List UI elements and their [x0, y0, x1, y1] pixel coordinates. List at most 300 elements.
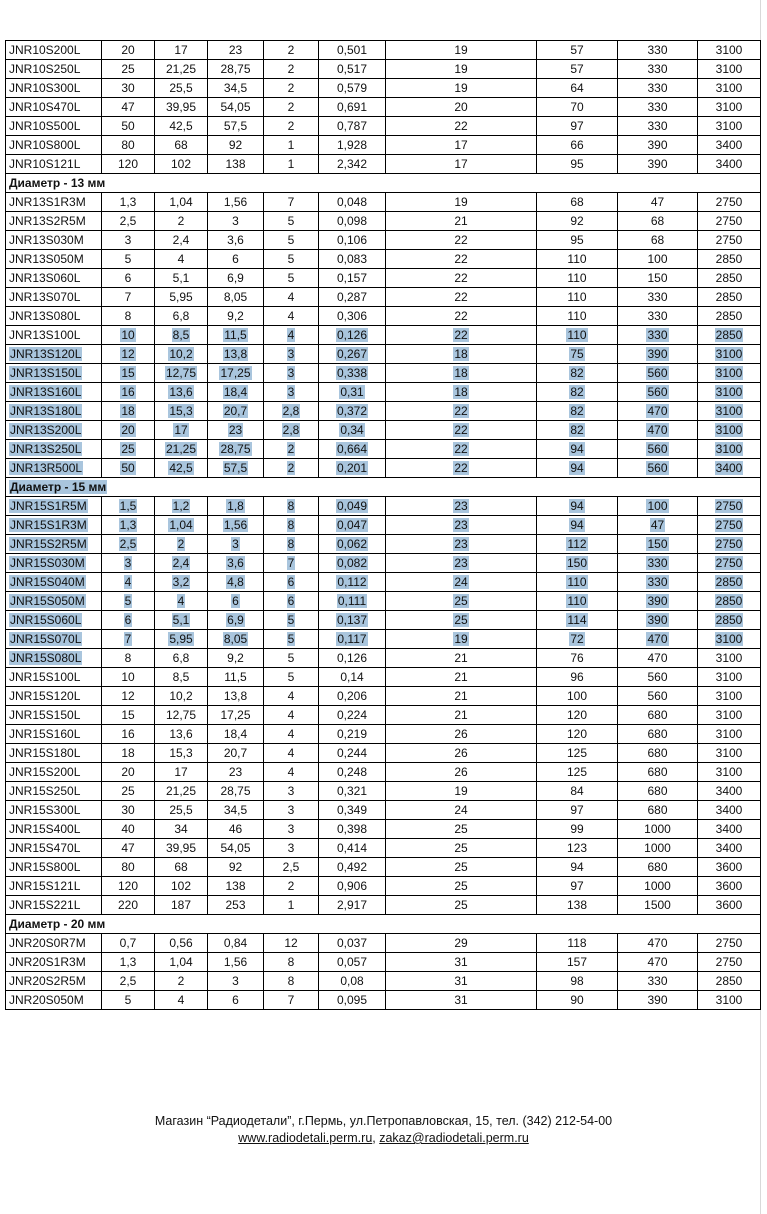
part-number-cell — [6, 934, 102, 953]
cell-value: 23 — [454, 537, 468, 551]
part-number: JNR15S070L — [10, 632, 82, 646]
table-cell — [155, 554, 208, 573]
table-cell — [155, 117, 208, 136]
table-cell — [618, 554, 698, 573]
table-cell — [537, 858, 618, 877]
table-cell — [386, 801, 537, 820]
part-number-cell — [6, 136, 102, 155]
table-cell — [698, 782, 761, 801]
cell-value: 1,04 — [169, 195, 193, 209]
table-cell — [319, 706, 386, 725]
cell-value: 390 — [647, 138, 668, 152]
table-cell — [155, 364, 208, 383]
cell-value: 47 — [650, 195, 665, 209]
cell-value: 0,244 — [336, 746, 368, 760]
table-cell — [155, 155, 208, 174]
table-cell — [537, 516, 618, 535]
table-cell — [386, 60, 537, 79]
email-link[interactable]: zakaz@radiodetali.perm.ru — [379, 1131, 529, 1145]
table-row — [6, 535, 761, 554]
table-cell — [264, 668, 319, 687]
cell-value: 2750 — [715, 955, 743, 969]
cell-value: 31 — [454, 955, 468, 969]
cell-value: 30 — [121, 803, 135, 817]
table-cell — [264, 326, 319, 345]
cell-value: 6 — [232, 594, 239, 608]
cell-value: 0,501 — [336, 43, 368, 57]
cell-value: 28,75 — [220, 62, 251, 76]
part-number: JNR10S200L — [9, 43, 81, 57]
section-label: Диаметр - 15 мм — [10, 480, 107, 494]
table-cell — [264, 41, 319, 60]
table-cell — [386, 231, 537, 250]
table-cell — [319, 421, 386, 440]
table-cell — [102, 896, 155, 915]
part-number: JNR15S030M — [10, 556, 85, 570]
cell-value: 0,414 — [336, 841, 368, 855]
table-cell — [155, 630, 208, 649]
cell-value: 6 — [232, 252, 239, 266]
table-cell — [618, 345, 698, 364]
table-cell — [102, 345, 155, 364]
cell-value: 70 — [570, 100, 584, 114]
part-number: JNR20S1R3M — [9, 955, 86, 969]
table-row — [6, 155, 761, 174]
cell-value: 92 — [570, 214, 584, 228]
cell-value: 92 — [228, 860, 243, 874]
cell-value: 2 — [177, 214, 185, 228]
table-row — [6, 801, 761, 820]
cell-value: 8,5 — [172, 670, 190, 684]
part-number: JNR13S120L — [10, 347, 82, 361]
page-footer — [0, 1113, 767, 1147]
table-cell — [319, 763, 386, 782]
table-cell — [618, 307, 698, 326]
cell-value: 138 — [225, 157, 246, 171]
cell-value: 1500 — [644, 898, 671, 912]
table-cell — [208, 782, 264, 801]
part-number-cell — [6, 744, 102, 763]
cell-value: 2850 — [715, 290, 743, 304]
cell-value: 470 — [647, 632, 668, 646]
cell-value: 3100 — [715, 670, 743, 684]
table-cell — [208, 41, 264, 60]
table-cell — [537, 991, 618, 1010]
table-cell — [537, 383, 618, 402]
table-cell — [319, 820, 386, 839]
part-number: JNR15S300L — [9, 803, 81, 817]
cell-value: 1,8 — [227, 499, 244, 513]
cell-value: 3100 — [715, 765, 743, 779]
table-cell — [264, 839, 319, 858]
cell-value: 21,25 — [165, 784, 197, 798]
cell-value: 8 — [287, 537, 295, 551]
cell-value: 8 — [124, 651, 132, 665]
cell-value: 2850 — [715, 613, 743, 627]
part-number: JNR13S060L — [9, 271, 81, 285]
table-cell — [155, 383, 208, 402]
table-cell — [208, 383, 264, 402]
table-cell — [264, 991, 319, 1010]
cell-value: 0,287 — [336, 290, 368, 304]
table-cell — [208, 725, 264, 744]
cell-value: 6,8 — [172, 651, 190, 665]
part-number-cell — [6, 972, 102, 991]
cell-value: 0,082 — [336, 556, 368, 570]
cell-value: 19 — [454, 81, 468, 95]
table-cell — [386, 516, 537, 535]
cell-value: 3100 — [715, 993, 743, 1007]
cell-value: 18 — [121, 404, 135, 418]
cell-value: 2,5 — [119, 974, 137, 988]
cell-value: 25 — [454, 841, 468, 855]
cell-value: 2750 — [715, 214, 743, 228]
cell-value: 7 — [124, 290, 132, 304]
table-cell — [102, 193, 155, 212]
table-cell — [102, 801, 155, 820]
table-row — [6, 98, 761, 117]
cell-value: 3,6 — [227, 233, 244, 247]
table-cell — [386, 554, 537, 573]
table-cell — [208, 307, 264, 326]
cell-value: 1,3 — [119, 955, 137, 969]
cell-value: 187 — [170, 898, 192, 912]
table-cell — [386, 706, 537, 725]
table-cell — [319, 953, 386, 972]
table-cell — [537, 288, 618, 307]
table-cell — [537, 744, 618, 763]
table-cell — [537, 345, 618, 364]
table-cell — [698, 725, 761, 744]
table-cell — [386, 98, 537, 117]
table-cell — [537, 193, 618, 212]
table-cell — [155, 497, 208, 516]
table-cell — [618, 155, 698, 174]
cell-value: 54,05 — [220, 841, 251, 855]
part-number: JNR15S1R3M — [10, 518, 87, 532]
cell-value: 3100 — [715, 43, 743, 57]
cell-value: 3100 — [715, 81, 743, 95]
table-cell — [102, 630, 155, 649]
table-row — [6, 573, 761, 592]
table-cell — [537, 725, 618, 744]
table-row — [6, 782, 761, 801]
cell-value: 0,34 — [340, 423, 364, 437]
cell-value: 110 — [567, 575, 587, 589]
table-cell — [618, 402, 698, 421]
table-cell — [698, 459, 761, 478]
table-cell — [155, 934, 208, 953]
cell-value: 94 — [570, 499, 584, 513]
part-number-cell — [6, 497, 102, 516]
table-cell — [264, 611, 319, 630]
table-cell — [537, 364, 618, 383]
table-cell — [155, 440, 208, 459]
cell-value: 3 — [232, 214, 239, 228]
table-row — [6, 839, 761, 858]
table-cell — [102, 535, 155, 554]
cell-value: 0,517 — [336, 62, 368, 76]
cell-value: 330 — [647, 62, 668, 76]
cell-value: 2 — [287, 442, 295, 456]
table-cell — [208, 744, 264, 763]
table-cell — [386, 421, 537, 440]
table-cell — [155, 307, 208, 326]
table-cell — [319, 364, 386, 383]
table-cell — [319, 41, 386, 60]
cell-value: 4 — [287, 727, 295, 741]
table-cell — [102, 706, 155, 725]
table-cell — [264, 953, 319, 972]
cell-value: 18,4 — [223, 727, 248, 741]
part-number-cell — [6, 459, 102, 478]
cell-value: 90 — [570, 993, 584, 1007]
part-number-cell — [6, 231, 102, 250]
table-cell — [319, 231, 386, 250]
section-label: Диаметр - 20 мм — [9, 917, 106, 931]
table-cell — [698, 858, 761, 877]
part-number: JNR13S050M — [9, 252, 84, 266]
cell-value: 57 — [570, 62, 584, 76]
table-cell — [698, 516, 761, 535]
table-cell — [155, 725, 208, 744]
cell-value: 3,6 — [227, 556, 244, 570]
cell-value: 29 — [454, 936, 468, 950]
cell-value: 94 — [570, 860, 584, 874]
table-cell — [537, 231, 618, 250]
table-cell — [102, 592, 155, 611]
table-cell — [102, 326, 155, 345]
table-cell — [618, 592, 698, 611]
cell-value: 4,8 — [227, 575, 244, 589]
table-cell — [618, 250, 698, 269]
table-cell — [698, 364, 761, 383]
table-cell — [319, 326, 386, 345]
footer-separator: , — [372, 1131, 380, 1145]
cell-value: 80 — [121, 860, 135, 874]
cell-value: 120 — [566, 727, 588, 741]
table-cell — [386, 611, 537, 630]
cell-value: 110 — [567, 328, 587, 342]
table-cell — [319, 744, 386, 763]
cell-value: 3100 — [715, 423, 743, 437]
part-number: JNR10S800L — [9, 138, 81, 152]
cell-value: 2750 — [715, 518, 743, 532]
part-number: JNR13S2R5M — [9, 214, 86, 228]
table-cell — [698, 136, 761, 155]
table-cell — [386, 972, 537, 991]
cell-value: 22 — [454, 404, 468, 418]
table-cell — [102, 60, 155, 79]
table-row — [6, 763, 761, 782]
cell-value: 2,4 — [172, 233, 190, 247]
table-cell — [264, 60, 319, 79]
cell-value: 0,137 — [336, 613, 368, 627]
part-number: JNR20S0R7M — [9, 936, 86, 950]
table-cell — [102, 155, 155, 174]
cell-value: 220 — [117, 898, 139, 912]
table-row — [6, 953, 761, 972]
table-cell — [319, 782, 386, 801]
part-number-cell — [6, 117, 102, 136]
table-cell — [319, 155, 386, 174]
section-header-row — [6, 174, 761, 193]
table-cell — [264, 250, 319, 269]
cell-value: 3 — [287, 841, 295, 855]
cell-value: 3100 — [715, 347, 743, 361]
table-cell — [537, 763, 618, 782]
table-cell — [386, 725, 537, 744]
cell-value: 3 — [287, 347, 295, 361]
cell-value: 82 — [570, 423, 584, 437]
table-cell — [155, 820, 208, 839]
table-cell — [208, 991, 264, 1010]
cell-value: 1,04 — [169, 955, 193, 969]
cell-value: 102 — [170, 879, 192, 893]
cell-value: 3100 — [715, 404, 743, 418]
cell-value: 75 — [570, 347, 584, 361]
table-cell — [102, 497, 155, 516]
table-cell — [386, 459, 537, 478]
table-cell — [264, 725, 319, 744]
table-cell — [155, 744, 208, 763]
cell-value: 23 — [454, 518, 468, 532]
cell-value: 25,5 — [169, 81, 193, 95]
cell-value: 118 — [567, 936, 587, 950]
table-cell — [102, 288, 155, 307]
cell-value: 7 — [287, 195, 295, 209]
table-cell — [386, 991, 537, 1010]
table-cell — [264, 231, 319, 250]
table-row — [6, 136, 761, 155]
cell-value: 2,4 — [172, 556, 190, 570]
cell-value: 0,248 — [336, 765, 368, 779]
table-row — [6, 877, 761, 896]
cell-value: 680 — [647, 746, 668, 760]
part-number: JNR15S120L — [9, 689, 81, 703]
part-number-cell — [6, 516, 102, 535]
website-link[interactable]: www.radiodetali.perm.ru — [238, 1131, 373, 1145]
table-cell — [264, 516, 319, 535]
cell-value: 120 — [117, 879, 139, 893]
table-cell — [698, 250, 761, 269]
table-cell — [264, 896, 319, 915]
cell-value: 330 — [647, 556, 668, 570]
cell-value: 25 — [454, 822, 468, 836]
cell-value: 125 — [566, 765, 588, 779]
part-number-cell — [6, 212, 102, 231]
cell-value: 3100 — [715, 651, 743, 665]
table-cell — [102, 953, 155, 972]
part-number-cell — [6, 706, 102, 725]
cell-value: 25 — [454, 613, 468, 627]
cell-value: 21 — [454, 651, 468, 665]
table-cell — [319, 402, 386, 421]
cell-value: 22 — [454, 252, 468, 266]
varistor-spec-table — [5, 40, 761, 1010]
part-number-cell — [6, 288, 102, 307]
cell-value: 16 — [121, 727, 135, 741]
table-row — [6, 402, 761, 421]
table-cell — [319, 212, 386, 231]
table-cell — [618, 896, 698, 915]
cell-value: 0,906 — [336, 879, 368, 893]
cell-value: 3400 — [715, 784, 743, 798]
table-cell — [155, 706, 208, 725]
table-cell — [698, 668, 761, 687]
part-number: JNR15S470L — [9, 841, 81, 855]
cell-value: 0,349 — [336, 803, 368, 817]
cell-value: 57,5 — [223, 119, 248, 133]
part-number-cell — [6, 858, 102, 877]
table-cell — [698, 706, 761, 725]
table-cell — [698, 839, 761, 858]
table-cell — [618, 136, 698, 155]
cell-value: 95 — [570, 157, 584, 171]
cell-value: 82 — [570, 404, 584, 418]
table-cell — [208, 402, 264, 421]
table-cell — [102, 877, 155, 896]
cell-value: 0,098 — [336, 214, 368, 228]
table-cell — [698, 554, 761, 573]
cell-value: 47 — [121, 841, 135, 855]
part-number: JNR13S160L — [10, 385, 82, 399]
table-cell — [102, 383, 155, 402]
table-cell — [102, 744, 155, 763]
cell-value: 18,4 — [223, 385, 248, 399]
table-cell — [537, 706, 618, 725]
table-cell — [208, 269, 264, 288]
table-cell — [319, 725, 386, 744]
table-cell — [618, 231, 698, 250]
table-cell — [319, 136, 386, 155]
cell-value: 0,267 — [336, 347, 368, 361]
cell-value: 0,057 — [336, 955, 368, 969]
cell-value: 5 — [124, 993, 132, 1007]
cell-value: 560 — [647, 385, 668, 399]
table-row — [6, 421, 761, 440]
table-cell — [618, 668, 698, 687]
table-cell — [698, 497, 761, 516]
table-cell — [102, 687, 155, 706]
table-cell — [102, 250, 155, 269]
cell-value: 22 — [454, 309, 468, 323]
table-cell — [618, 801, 698, 820]
table-cell — [537, 554, 618, 573]
cell-value: 34 — [174, 822, 188, 836]
cell-value: 3400 — [715, 803, 743, 817]
table-cell — [537, 953, 618, 972]
table-cell — [208, 554, 264, 573]
cell-value: 8 — [287, 499, 295, 513]
table-row — [6, 383, 761, 402]
table-cell — [208, 421, 264, 440]
cell-value: 42,5 — [169, 119, 193, 133]
cell-value: 138 — [566, 898, 588, 912]
table-cell — [208, 611, 264, 630]
table-cell — [264, 155, 319, 174]
table-cell — [386, 953, 537, 972]
cell-value: 80 — [121, 138, 135, 152]
table-cell — [264, 934, 319, 953]
table-cell — [102, 364, 155, 383]
table-cell — [208, 801, 264, 820]
table-cell — [155, 326, 208, 345]
table-cell — [319, 250, 386, 269]
cell-value: 25 — [454, 594, 468, 608]
table-cell — [537, 877, 618, 896]
table-row — [6, 231, 761, 250]
